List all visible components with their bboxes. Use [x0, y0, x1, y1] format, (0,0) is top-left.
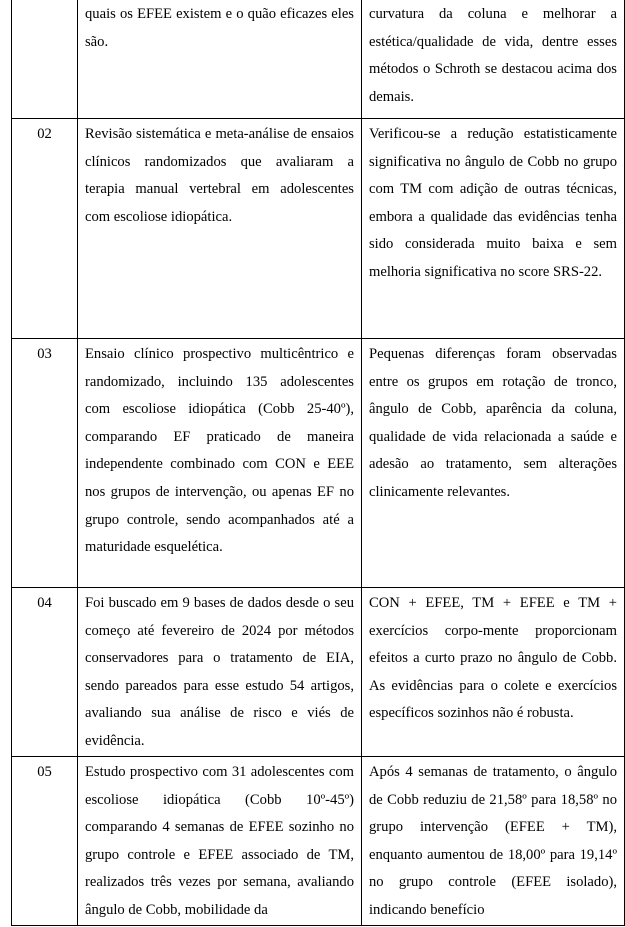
table-row — [12, 757, 625, 926]
study-result-cell: Verificou-se a redução estatisticamente significativa no ângulo de Cobb no grupo com TM com adição de outras técnicas, embora a qualidade das evidências tenha sido considerada muito baixa e sem melhoria significativa no score SRS-22. — [362, 119, 625, 339]
table-row — [12, 0, 625, 119]
table-row — [12, 119, 625, 339]
study-method-cell: quais os EFEE existem e o quão eficazes eles são. — [78, 0, 362, 119]
study-method-cell: Revisão sistemática e meta-análise de ensaios clínicos randomizados que avaliaram a terapia manual vertebral em adolescentes com escoliose idiopática. — [78, 119, 362, 339]
study-result-cell: CON + EFEE, TM + EFEE e TM + exercícios corpo-mente proporcionam efeitos a curto prazo no ângulo de Cobb. As evidências para o colete e exercícios específicos sozinhos não é robusta. — [362, 588, 625, 757]
study-result-cell: Pequenas diferenças foram observadas entre os grupos em rotação de tronco, ângulo de Cobb, aparência da coluna, qualidade de vida relacionada a saúde e adesão ao tratamento, sem alterações clinicamente relevantes. — [362, 339, 625, 588]
study-number-cell — [12, 0, 78, 119]
study-method-cell: Estudo prospectivo com 31 adolescentes com escoliose idiopática (Cobb 10º-45º) comparando 4 semanas de EFEE sozinho no grupo controle e EFEE associado de TM, realizados três vezes por semana, avaliando ângulo de Cobb, mobilidade da — [78, 757, 362, 926]
studies-table — [11, 0, 625, 926]
study-result-cell: curvatura da coluna e melhorar a estética/qualidade de vida, dentre esses métodos o Schroth se destacou acima dos demais. — [362, 0, 625, 119]
study-number-cell: 05 — [12, 757, 78, 926]
study-number-cell: 04 — [12, 588, 78, 757]
study-number-cell: 03 — [12, 339, 78, 588]
table-row — [12, 339, 625, 588]
study-method-cell: Ensaio clínico prospectivo multicêntrico e randomizado, incluindo 135 adolescentes com escoliose idiopática (Cobb 25-40º), comparando EF praticado de maneira independente combinado com CON e EEE nos grupos de intervenção, ou apenas EF no grupo controle, sendo acompanhados até a maturidade esquelética. — [78, 339, 362, 588]
study-number-cell: 02 — [12, 119, 78, 339]
table-row — [12, 588, 625, 757]
study-method-cell: Foi buscado em 9 bases de dados desde o seu começo até fevereiro de 2024 por métodos conservadores para o tratamento de EIA, sendo pareados para esse estudo 54 artigos, avaliando sua análise de risco e viés de evidência. — [78, 588, 362, 757]
study-result-cell: Após 4 semanas de tratamento, o ângulo de Cobb reduziu de 21,58º para 18,58º no grupo intervenção (EFEE + TM), enquanto aumentou de 18,00º para 19,14º no grupo controle (EFEE isolado), indicando benefício — [362, 757, 625, 926]
